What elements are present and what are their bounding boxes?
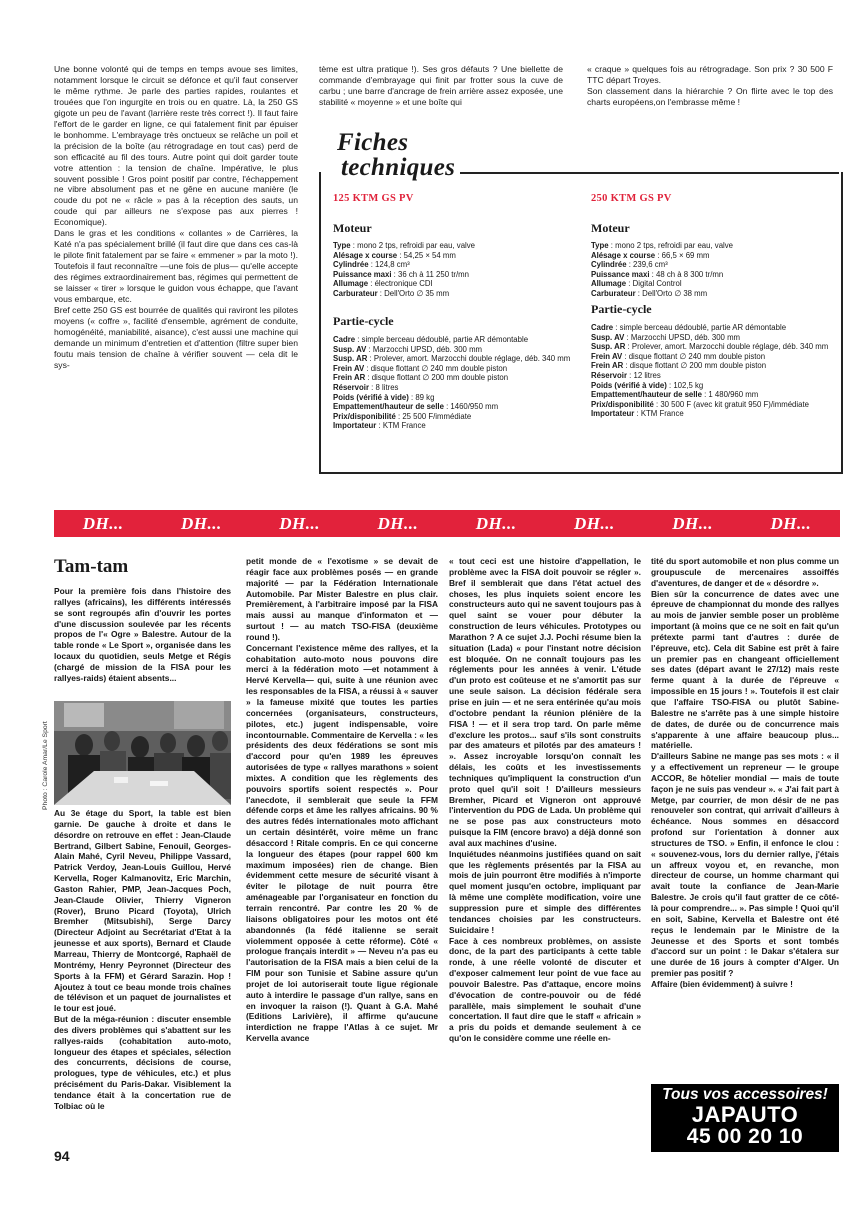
spec-key: Carburateur [591, 288, 636, 298]
spec-value: : 12 litres [626, 371, 661, 381]
fiche-125 [333, 193, 581, 431]
spec-key: Puissance maxi [591, 269, 650, 279]
spec-row [591, 400, 831, 410]
spec-value: : Prolever, amort. Marzocchi double réglage, déb. 340 mm [625, 342, 829, 352]
spec-value: : Dell'Orto ∅ 38 mm [635, 288, 708, 298]
spec-value: : 1 480/960 mm [701, 390, 759, 400]
spec-row [591, 333, 831, 343]
spec-key: Réservoir [591, 371, 627, 381]
fiche-250-title: 250 KTM GS PV [591, 193, 672, 204]
spec-value: : 8 litres [368, 383, 399, 393]
spec-key: Cylindrée [591, 260, 627, 270]
fiche-125-moteur-list [333, 241, 581, 298]
spec-row [591, 342, 831, 352]
fiche-125-title: 125 KTM GS PV [333, 193, 414, 204]
spec-key: Cadre [333, 335, 356, 345]
spec-key: Frein AR [333, 373, 366, 383]
fiche-250 [591, 193, 831, 419]
spec-row [591, 352, 831, 362]
japauto-ad [651, 1084, 839, 1152]
paragraph: Face à ces nombreux problèmes, on assiste donc, de la part des participants à cette table ronde, à une réelle volonté de discuter et d'exposer calmement leur point de vue face au pouvoir Balestre. Pas d'attaque, encore moins d'évocation de contre-pouvoir ou de fédé parallèle, mais simplement le souhait d'une concertation. Il faut dire que le staff « africain » a pris du poids et demande seulement à ce qu'on le considère comme une réelle en- [449, 935, 641, 1044]
article-column-2 [246, 556, 438, 1044]
spec-value: : KTM France [634, 409, 684, 419]
spec-row [591, 279, 831, 289]
spec-key: Type [333, 241, 351, 250]
spec-row [333, 251, 581, 261]
spec-key: Susp. AR [333, 354, 368, 364]
paragraph: But de la méga-réunion : discuter ensemble des divers problèmes qui s'abattent sur les rallyes-raids (cohabitation auto-moto, longueur des étapes et spéciales, sélection des concurrents, décisions de course, prologues, type de véhicules, etc.) et plus précisément du Paris-Dakar. Visiblement la tendance était à la concertation rue de Tolbiac où le [54, 1014, 231, 1111]
spec-key: Allumage [333, 279, 369, 289]
fiches-title-line2: techniques [341, 154, 456, 181]
article-column-1a [54, 586, 231, 684]
paragraph: Concernant l'existence même des rallyes, et la cohabitation auto-moto nous pouvons dire merci à la fédération moto —et notamment à Hervé Kervella— qui, suite à une réunion avec les responsables de la FISA, a réussi à « sauver » la fameuse mixité que toutes les parties concernées (organisateurs, constructeurs, pilotes, etc.) jugent indispensable, voire incontournable. Commentaire de Kervella : « les présidents des deux fédérations se sont mis d'accord pour qu'en 1989 les épreuves autorisées de type « rallyes marathons » soient mixtes. A condition que les règlements des pouvoirs sportifs soient respectés ». Pour l'anecdote, il semblerait que seule la FFM défende corps et âme les rallyes africains. 90 % des autres fédés internationales moto affichant un certain désintérêt, voire même un franc désaccord ! Ritale compris. En ce qui concerne la longueur des étapes (pour rappel 600 km maximum imposées) rien de change. Bien évidemment cette mesure de sécurité visant à éviter le pilotage de nuit pourra être aménageable par l'organisateur en fonction du terrain rencontré. Par contre les 20 % de liaisons obligatoires pour les motos ont été abandonnés (la fédé italienne se serait violemment opposée à cette réforme). Côté « prologue français interdit » — Neveu n'a pas eu l'autorisation de la FISA mais a bien celui de la FIM pour son Tunisie et Sabine assure qu'un projet de loi autoriserait toute ligue régionale auto à interdire le passage d'un rallye, sans en en invoquer la raison (!). Quant à G.A. Mahé (Editions Larivière), il affirme qu'aucune interdiction ne frappe l'Atlas à ce sujet. Mr Kervella avance [246, 642, 438, 1044]
spec-row [591, 289, 831, 299]
spec-key: Susp. AV [333, 344, 367, 354]
spec-row [333, 354, 581, 364]
spec-key: Susp. AV [591, 332, 625, 342]
fiches-box-left-top [319, 172, 321, 182]
paragraph: Bref cette 250 GS est bourrée de qualités qui raviront les pilotes moyens (« coffre », facilité d'ensemble, agrément de conduite, homogénéité, maniabilité, aisance), c'est aussi une machine qui demande un minimum d'entretien et d'attention (filtre super bien foutu mais tension de chaîne à vérifier souvent — cela dit le sys- [54, 304, 298, 370]
spec-row [591, 409, 831, 419]
spec-row [591, 371, 831, 381]
spec-value: : électronique CDI [368, 279, 433, 289]
spec-key: Réservoir [333, 383, 369, 393]
spec-row [591, 390, 831, 400]
fiches-title-line1: Fiches [337, 129, 409, 156]
fiche-125-partie-title: Partie-cycle [333, 314, 394, 329]
dh-label: DH... [770, 513, 812, 533]
spec-value: : 1460/950 mm [443, 402, 499, 412]
spec-row [333, 345, 581, 355]
spec-value: : mono 2 tps, refroidi par eau, valve [608, 241, 734, 250]
spec-key: Carburateur [333, 288, 378, 298]
paragraph: « tout ceci est une histoire d'appellation, le problème avec la FISA doit pouvoir se régler ». Bref il semblerait que dans l'état actuel des choses, les plus inquiets soient encore les constructeurs auto qui ne savent toujours pas à quel saint se vouer pour débuter la construction de leurs véhicules. Prototypes ou Marathon ? A ce sujet J.J. Pochi résume bien la situation (Lada) « pour l'instant notre décision est bloquée. On ne connaît toujours pas les réglements pour les années à venir. L'étude d'un proto est coûteuse et ne s'amortit pas sur une seule saison. La décision fédérale sera prise en juin — et ne sera entérinée qu'au mois d'octobre pendant la réunion plénière de la FISA ! — et il sera trop tard. On parle même d'exclure les protos... sauf s'ils sont construits par des amateurs et pilotés par des amateurs ! ». Assez incroyable lorsqu'on connaît les délais, les coûts et les investissements techniques qu'impliquent la construction d'un proto quel qu'il soit ! D'ailleurs messieurs Bremher, Picard et Vigneron ont approuvé l'intervention du PDG de Lada. Un problème qui ne se pose pas aux constructeurs moto puisque la FIM (encore bravo) a déjà donné son aval aux machines d'usine. [449, 556, 641, 848]
spec-key: Prix/disponibilité [591, 399, 654, 409]
article-title: Tam-tam [54, 556, 129, 577]
paragraph: petit monde de « l'exotisme » se devait de réagir face aux problèmes posés — en grande majorité — par la Fédération Internationale Automobile. Par Mister Balestre en plus clair. Premièrement, à l'arbitraire imposé par la FISA mais aussi au manque d'informaton et — surtout ! — au match TSO-FISA (deuxième round !). [246, 556, 438, 642]
paragraph: Une bonne volonté qui de temps en temps avoue ses limites, notamment lorsque le circuit se défonce et qu'il faut conserver le même rythme. Je parle des parties rapides, roulantes et trouées que l'on ingurgite en trois ou en quatre. Là, la 250 GS gigote un peu de l'avant (larrière reste très correct !). Il faut faire l'effort de le garder en ligne, ce qui fatalement finit par épuiser le bonhomme. L'embrayage très onctueux se relâche un poil et la précision de la boîte (au rétrogradage en tout cas) perd de son efficacité au fil des tours. Autre point qui doit garder toute votre attention : la tension de chaîne. Impérative, le plus souvent possible ! Gros point positif par contre, l'échappement ne vibre absolument pas et ne gêne en aucune manière (le coude du pot ne « râcle » pas à la réception des sauts, un coude qui par ailleurs ne s'expose pas aux pierres ! Economique). [54, 64, 298, 228]
paragraph: Son classement dans la hiérarchie ? On flirte avec le top des charts européens,on l'embrasse même ! [587, 85, 833, 107]
spec-row [333, 402, 581, 412]
spec-row [591, 361, 831, 371]
article-column-4 [651, 556, 839, 990]
spec-value: : disque flottant ∅ 240 mm double piston [622, 351, 766, 361]
spec-value: : disque flottant ∅ 200 mm double piston [623, 361, 767, 371]
spec-value: : mono 2 tps, refroidi par eau, valve [350, 241, 476, 250]
fiche-125-moteur-title: Moteur [333, 221, 372, 235]
dh-label: DH... [279, 513, 320, 533]
spec-value: : disque flottant ∅ 200 mm double piston [365, 373, 509, 383]
spec-row [333, 364, 581, 374]
paragraph: D'ailleurs Sabine ne mange pas ses mots : « il y a effectivement un repreneur — le groupe ACCOR, 8e hôtelier mondial — mais de toute façon je ne suis pas vendeur ». « J'ai fait part à Metge, par courrier, de mon désir de ne pas renouveler son contrat, qui arrivait d'ailleurs à échéance. Nous sommes en désaccord profond sur l'orientation à donner aux structures de TSO. » Enfin, il enfonce le clou : « souvenez-vous, lors du dernier rallye, j'étais un affreux voyou et, en revanche, mon directeur de course, un homme charmant qui avait toute la confiance de Jean-Marie Balestre. Je crois qu'il faut gratter de ce côté-là pour comprendre... ». Pas simple ! Quoi qu'il en soit, Sabine, Kervella et Balestre ont été reçus le lendemain par le Ministre de la Jeunesse et des Sports et sont tombés d'accord sur un point : le Dakar s'étalera sur une durée de 16 jours à compter d'Alger. Un premier pas positif ? [651, 751, 839, 979]
dh-label: DH... [181, 513, 222, 533]
spec-key: Cadre [591, 323, 614, 333]
spec-value: : 25 500 F/immédiate [395, 411, 472, 421]
paragraph: « craque » quelques fois au rétrogradage. Son prix ? 30 500 F TTC départ Troyes. [587, 64, 833, 85]
spec-row [333, 279, 581, 289]
spec-row [333, 289, 581, 299]
spec-key: Empattement/hauteur de selle [333, 402, 444, 412]
spec-value: : Marzocchi UPSD, déb. 300 mm [624, 332, 741, 342]
meeting-photo-image [54, 701, 231, 805]
paragraph: tème est ultra pratique !). Ses gros défauts ? Une biellette de commande d'embrayage qui finit par frotter sous la cuve de carbu ; une barre d'ancrage de frein arrière assez exposée, une stabilité « moyenne » et une boîte qui [319, 64, 563, 107]
spec-value: : 89 kg [408, 392, 435, 402]
spec-row [333, 383, 581, 393]
intro-column-2 [319, 64, 563, 108]
spec-key: Alésage x course [591, 250, 656, 260]
spec-value: : simple berceau dédoublé, partie AR démontable [613, 323, 787, 333]
dh-label: DH... [377, 513, 419, 533]
spec-value: : KTM France [376, 421, 426, 431]
article-column-1b [54, 808, 231, 1112]
paragraph: Bien sûr la concurrence de dates avec une épreuve de championnat du monde des rallyes au mois de janvier semble poser un problème important (à moins que ce ne soit en fait qu'un prétexte parmi tant d'autres : durée de l'épreuve, etc). Cela dit Sabine est prêt à faire un premier pas en changeant officiellement ses dates (départ avant le 27/12) mais reste ferme quant à la durée de l'épreuve « impossible en 15 jours ! ». Toutefois il est clair que l'affaire TSO-FISA ou plutôt Sabine-Balestre ne s'arrête pas à une simple histoire de dates, de durée ou de concurrence mais s'apparente à une affaire beaucoup plus... matérielle. [651, 588, 839, 751]
spec-key: Alésage x course [333, 250, 398, 260]
spec-row [333, 270, 581, 280]
spec-value: : 30 500 F (avec kit gratuit 950 F)/immédiate [653, 399, 809, 409]
spec-row [591, 323, 831, 333]
spec-row [591, 260, 831, 270]
spec-row [333, 421, 581, 431]
paragraph: Dans le gras et les conditions « collantes » de Carrières, la Katé n'a pas spécialement brillé (il faut dire que dans ces cas-là le pilote finit fatalement par se faire « emmener » par la moto !). Toutefois il faut reconnaître —une fois de plus— qu'elle accepte des régimes extraordinairement bas, régimes qui permettent de se laisser « tirer » lorsque le guidon vous échappe, que l'avant vous embarque, etc. [54, 228, 298, 305]
dh-label: DH... [475, 513, 517, 533]
spec-key: Prix/disponibilité [333, 411, 396, 421]
paragraph: Affaire (bien évidemment) à suivre ! [651, 978, 793, 989]
caption-paragraph: Au 3e étage du Sport, la table est bien garnie. De gauche à droite et dans le désordre on retrouve en effet : Jean-Claude Bertrand, Gilbert Sabine, Fenouil, Georges-Alain Mahé, Cyril Neveu, Philippe Vassard, Patrick Verdoy, Jean-Louis Guillou, Hervé Kervella, Roger Kalmanovitz, Eric Marchin, Gaston Rahier, PMP, Jean-Jacques Poch, Jean-Claude Olivier, Thierry Vigneron (Rover), Bruno Picard (Toyota), Ulrich Bremher (Mitsubishi), Serge Darcy (Directeur Adjoint au Secrétariat d'Etat à la jeunesse et aux sports), Bernard et Claude Marreau, Thierry de Montcorgé, Raphaël de Montrémy, Henry Peyronnet (Directeur des Sports à la FFM) et Gérard Sarazin. Hop ! Ajoutez à tout ce beau monde trois chaînes de télévison et un paquet de journalistes et le tour est joué. [54, 808, 231, 1014]
spec-key: Empattement/hauteur de selle [591, 390, 702, 400]
spec-value: : 48 ch à 8 300 tr/mn [649, 269, 724, 279]
spec-row [591, 270, 831, 280]
spec-key: Type [591, 241, 609, 250]
spec-value: : 36 ch à 11 250 tr/mn [391, 269, 469, 279]
fiche-125-partie-list [333, 335, 581, 430]
spec-value: : Dell'Orto ∅ 35 mm [377, 288, 450, 298]
spec-key: Frein AR [591, 361, 624, 371]
spec-value: : simple berceau dédoublé, partie AR démontable [355, 335, 529, 345]
lead-paragraph: Pour la première fois dans l'histoire des rallyes (africains), les différents intéressés se sont regroupés afin d'ouvrir les portes d'une discussion soulevée par les récents propos de l'« Ogre » Balestre. Autour de la table ronde « Le Sport », organisée dans les locaux du quotidien, seuls Metge et Régis (chargé de mission de la FISA pour les rallyes-raids) étaient absents... [54, 586, 231, 683]
dh-banner [54, 510, 840, 537]
page-number: 94 [54, 1148, 70, 1164]
dh-label: DH... [574, 513, 615, 533]
spec-value: : 54,25 × 54 mm [397, 250, 456, 260]
spec-key: Importateur [333, 421, 377, 431]
paragraph: tité du sport automobile et non plus comme un groupuscule de mercenaires assoiffés d'aventures, de danger et de « désordre ». [651, 556, 839, 588]
article-column-3 [449, 556, 641, 1044]
paragraph: Inquiétudes néanmoins justifiées quand on sait que les règlements présentés par la FISA au mois de juin pourront être modifiés à n'importe quel moment jusqu'en octobre, impliquant par là même une complète modification, voire une suppression pure et simple des différentes tendances choisies par les constructeurs. Suicidaire ! [449, 848, 641, 935]
ad-tagline: Tous vos accessoires! [662, 1086, 828, 1103]
photo-credit: Photo : Carole Amar/Le Sport [42, 721, 49, 810]
ad-phone: 45 00 20 10 [686, 1125, 804, 1148]
spec-row [591, 251, 831, 261]
spec-row [333, 260, 581, 270]
spec-row [591, 381, 831, 391]
spec-value: : 239,6 cm³ [626, 260, 668, 270]
intro-column-1 [54, 64, 298, 371]
spec-value: : 102,5 kg [666, 380, 704, 390]
spec-row [333, 241, 581, 251]
dh-label: DH... [82, 513, 124, 533]
spec-row [333, 335, 581, 345]
fiche-250-partie-list [591, 323, 831, 418]
spec-key: Cylindrée [333, 260, 369, 270]
spec-row [333, 393, 581, 403]
spec-key: Susp. AR [591, 342, 626, 352]
fiche-250-partie-title: Partie-cycle [591, 302, 652, 317]
spec-row [591, 241, 831, 251]
spec-value: : 124,8 cm³ [368, 260, 410, 270]
spec-row [333, 373, 581, 383]
spec-value: : Prolever, amort. Marzocchi double réglage, déb. 340 mm [367, 354, 571, 364]
spec-value: : disque flottant ∅ 240 mm double piston [364, 363, 508, 373]
spec-key: Poids (vérifié à vide) [333, 392, 409, 402]
spec-key: Allumage [591, 279, 627, 289]
fiche-250-moteur-list [591, 241, 831, 298]
spec-key: Frein AV [333, 363, 365, 373]
spec-key: Importateur [591, 409, 635, 419]
spec-value: : Digital Control [626, 279, 682, 289]
spec-key: Poids (vérifié à vide) [591, 380, 667, 390]
intro-column-3 [587, 64, 833, 108]
fiche-250-moteur-title: Moteur [591, 221, 630, 235]
dh-label: DH... [672, 513, 713, 533]
ad-brand: JAPAUTO [691, 1102, 799, 1127]
spec-row [333, 412, 581, 422]
spec-value: : Marzocchi UPSD, déb. 300 mm [366, 344, 483, 354]
spec-key: Puissance maxi [333, 269, 392, 279]
spec-value: : 66,5 × 69 mm [655, 250, 710, 260]
meeting-photo [54, 701, 231, 805]
spec-key: Frein AV [591, 351, 623, 361]
